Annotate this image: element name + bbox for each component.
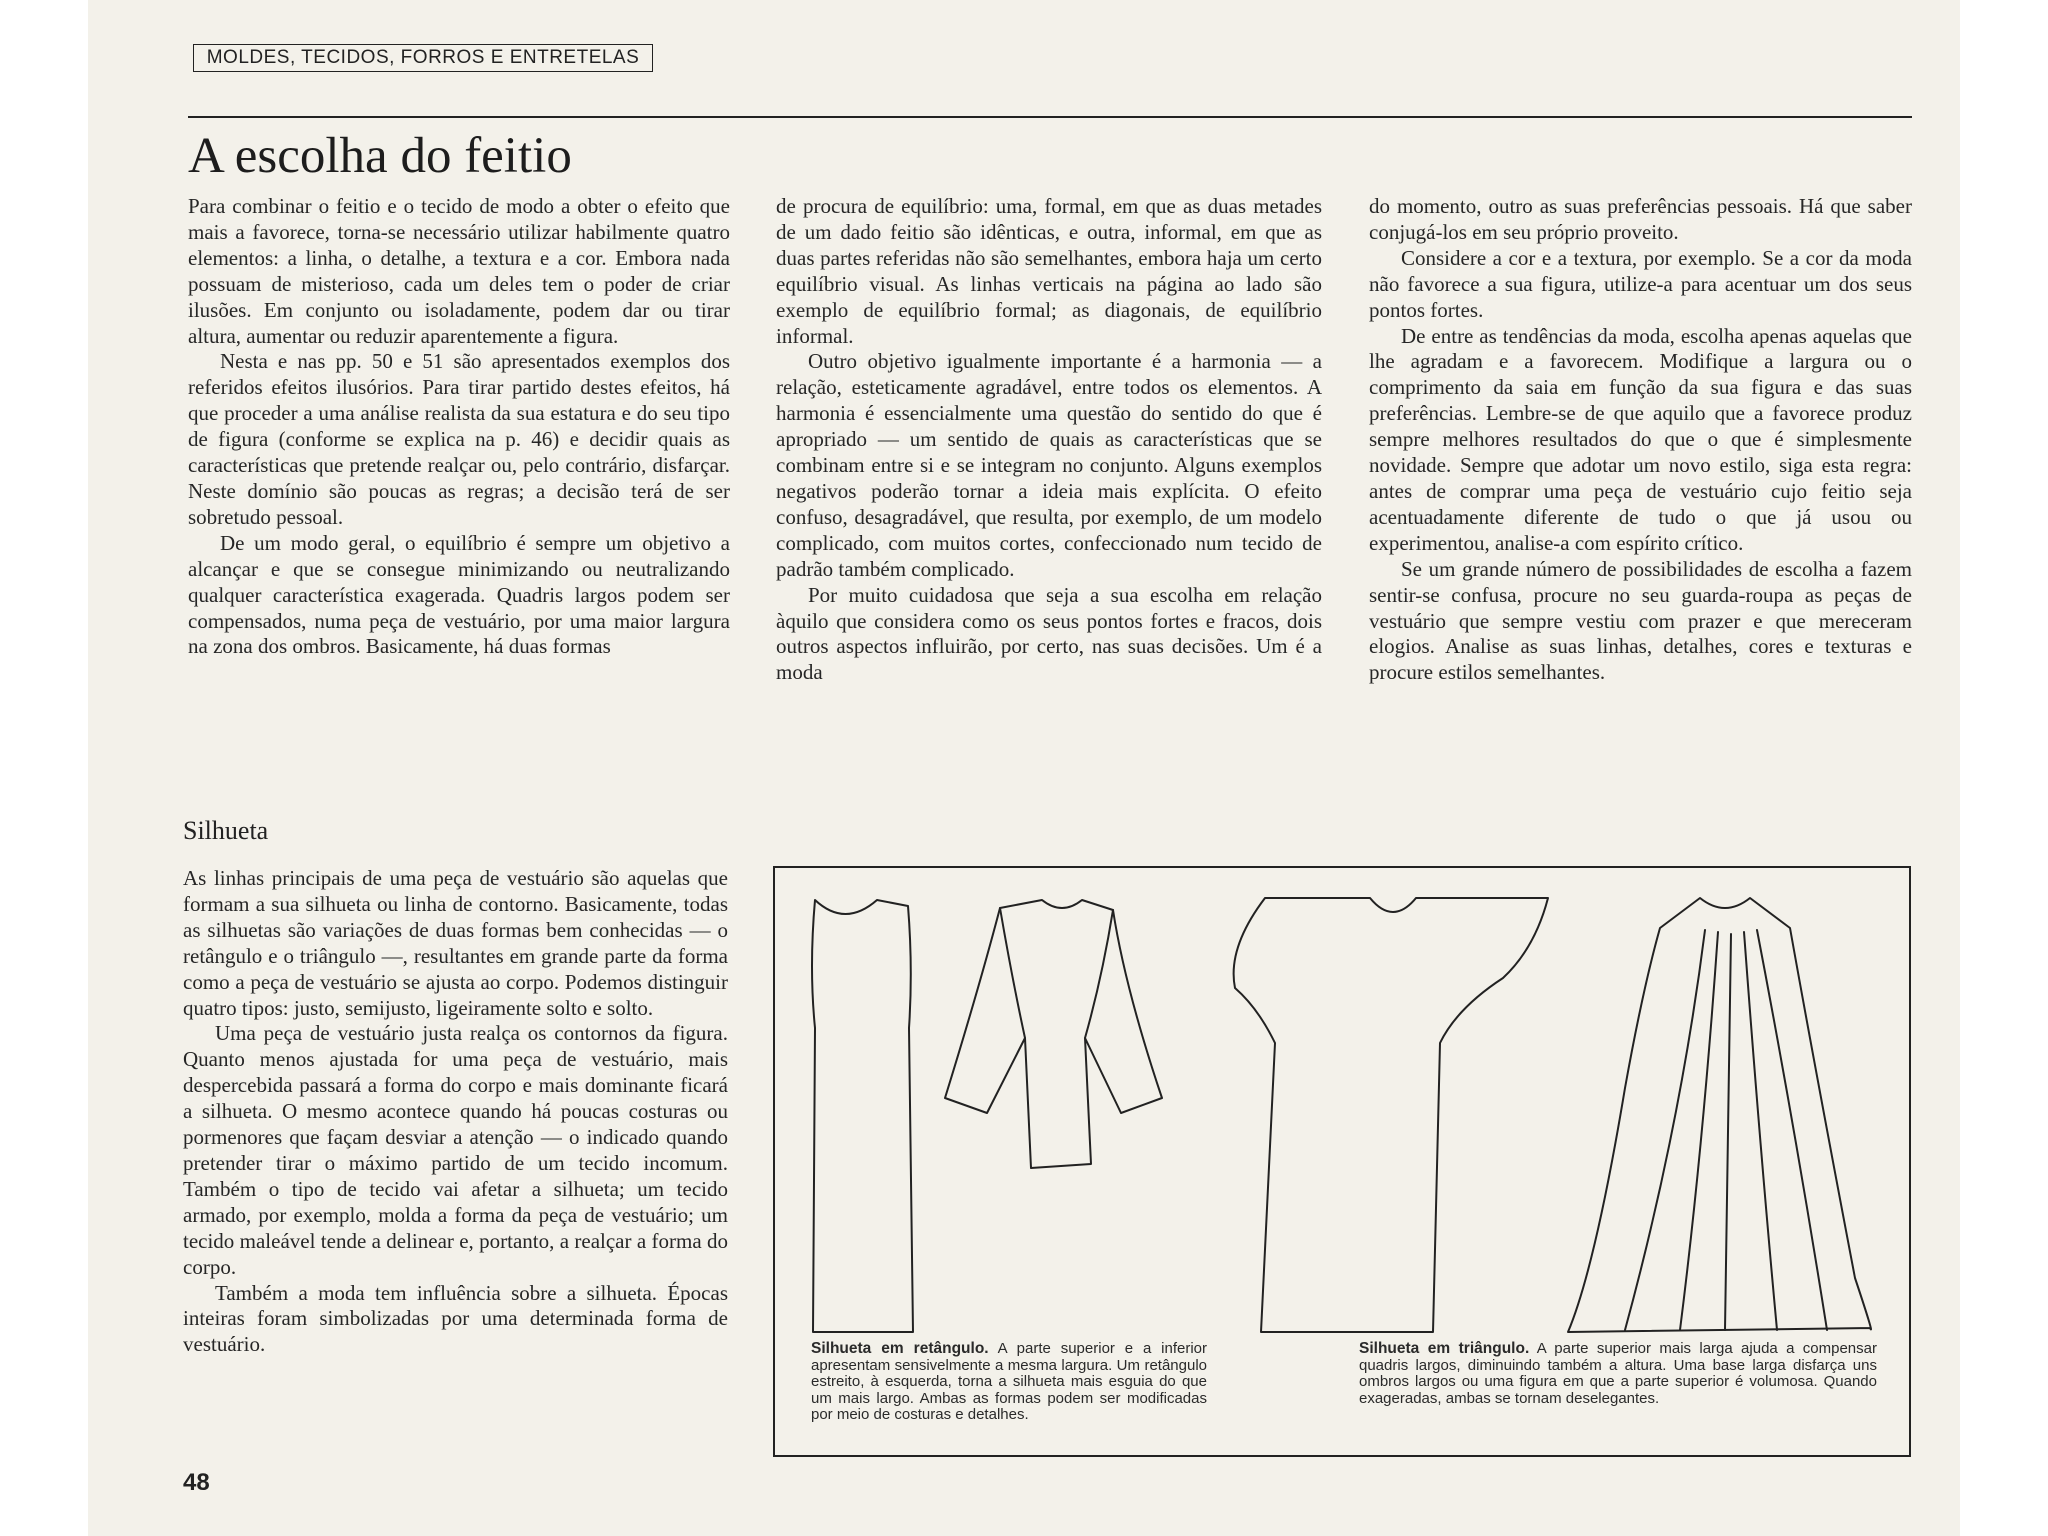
paragraph: As linhas principais de uma peça de vestuário são aquelas que formam a sua silhueta ou linha de contorno. Basicamente, todas as silhuetas são variações de duas formas bem conhecidas — o retângulo e o triângulo —, resultantes em grande parte da forma como a peça de vestuário se ajusta ao corpo. Podemos distinguir quatro tipos: justo, semijusto, ligeiramente solto e solto. [183,866,728,1020]
page-edge [1960,0,2048,1536]
paragraph: Uma peça de vestuário justa realça os contornos da figura. Quanto menos ajustada for uma peça de vestuário, mais despercebida passará a forma do corpo e mais dominante ficará a silhueta. O mesmo acontece quando há poucas costuras ou pormenores que façam desviar a atenção — o indicado quando pretender tirar o máximo partido de um tecido incomum. Também o tipo de tecido vai afetar a silhueta; um tecido armado, por exemplo, molda a forma da peça de vestuário; um tecido maleável tende a delinear e, portanto, a realçar a forma do corpo. [183,1021,728,1279]
paragraph: do momento, outro as suas preferências pessoais. Há que saber conjugá-los em seu próprio proveito. [1369,194,1912,244]
silhueta-column [183,866,728,1358]
caption-triangle-text: A parte superior mais larga ajuda a compensar quadris largos, diminuindo também a altura. Uma base larga disfarça uns ombros largos ou uma figura em que a parte superior é volumosa. Quando exageradas, ambas se tornam deselegantes. [1359,1340,1877,1407]
intro-column-3 [1369,194,1912,686]
dress-fold-line [1625,930,1705,1330]
paragraph: de procura de equilíbrio: uma, formal, em que as duas metades de um dado feitio são idênticas, e outra, informal, em que as duas partes referidas não são semelhantes, embora haja um certo equilíbrio visual. As linhas verticais na página ao lado são exemplo de equilíbrio formal; as diagonais, de equilíbrio informal. [776,194,1322,348]
trapeze-dress-illustration [1568,898,1871,1332]
caption-rectangle-title: Silhueta em retângulo. [811,1340,989,1357]
caption-triangle-title: Silhueta em triângulo. [1359,1340,1530,1357]
dress-fold-line [1680,932,1718,1330]
paragraph: Por muito cuidadosa que seja a sua escolha em relação àquilo que considera como os seus pontos fortes e fracos, dois outros aspectos influirão, por certo, nas suas decisões. Um é a moda [776,582,1322,685]
page-number: 48 [183,1469,210,1496]
dress-fold-line [1757,930,1827,1330]
blouse-armhole-left [1000,908,1025,1038]
paragraph: Para combinar o feitio e o tecido de modo a obter o efeito que mais a favorece, torna-se necessário utilizar habilmente quatro elementos: a linha, o detalhe, a textura e a cor. Embora nada possuam de misterioso, cada um deles tem o poder de criar ilusões. Em conjunto ou isoladamente, podem dar ou tirar altura, aumentar ou reduzir aparentemente a figura. [188,194,730,348]
blouse-armhole-right [1085,910,1113,1038]
paragraph: Nesta e nas pp. 50 e 51 são apresentados exemplos dos referidos efeitos ilusórios. Para tirar partido destes efeitos, há que proceder a uma análise realista da sua estatura e do seu tipo de figura (conforme se explica na p. 46) e decidir quais as características que pretende realçar ou, pelo contrário, disfarçar. Neste domínio são poucas as regras; a decisão terá de ser sobretudo pessoal. [188,349,730,529]
paragraph: Outro objetivo igualmente importante é a harmonia — a relação, esteticamente agradável, entre todos os elementos. A harmonia é essencialmente uma questão do sentido do que é apropriado — um sentido de quais as características que se combinam entre si e se integram no conjunto. Alguns exemplos negativos poderão tornar a ideia mais explícita. O efeito confuso, desagradável, que resulta, por exemplo, de um modelo complicado, com muitos cortes, confeccionado num tecido de padrão também complicado. [776,349,1322,581]
wide-rectangle-dress-illustration [1234,898,1548,1332]
paragraph: Também a moda tem influência sobre a silhueta. Épocas inteiras foram simbolizadas por uma determinada forma de vestuário. [183,1280,728,1357]
dress-fold-line [1725,934,1731,1330]
header-rule [188,116,1912,118]
paragraph: De entre as tendências da moda, escolha apenas aquelas que lhe agradam e a favorecem. Modifique a largura ou o comprimento da saia em função da sua figura e das suas preferências. Lembre-se de que aquilo que a favorece produz sempre melhores resultados do que o que é simplesmente novidade. Sempre que adotar um novo estilo, siga esta regra: antes de comprar uma peça de vestuário cujo feitio seja acentuadamente diferente de tudo o que já usou ou experimentou, analise-a com espírito crítico. [1369,323,1912,555]
intro-column-1 [188,194,730,660]
caption-rectangle-text: A parte superior e a inferior apresentam sensivelmente a mesma largura. Um retângulo estreito, à esquerda, torna a silhueta mais esguia do que um mais largo. Ambas as formas podem ser modificadas por meio de costuras e detalhes. [811,1340,1207,1423]
rectangle-blouse-illustration [945,900,1162,1168]
silhouette-figure [773,866,1911,1457]
running-head: MOLDES, TECIDOS, FORROS E ENTRETELAS [193,44,653,72]
paragraph: Considere a cor e a textura, por exemplo. Se a cor da moda não favorece a sua figura, utilize-a para acentuar um dos seus pontos fortes. [1369,245,1912,322]
caption-triangle [1359,1341,1877,1407]
paragraph: De um modo geral, o equilíbrio é sempre um objetivo a alcançar e que se consegue minimizando ou neutralizando qualquer característica exagerada. Quadris largos podem ser compensados, numa peça de vestuário, por uma maior largura na zona dos ombros. Basicamente, há duas formas [188,530,730,659]
caption-rectangle [811,1341,1207,1424]
rectangle-dress-illustration [812,900,913,1332]
dress-fold-line [1744,932,1777,1330]
paragraph: Se um grande número de possibilidades de escolha a fazem sentir-se confusa, procure no seu guarda-roupa as peças de vestuário que sempre vestiu com prazer e que mereceram elogios. Analise as suas linhas, detalhes, cores e texturas e procure estilos semelhantes. [1369,556,1912,685]
section-heading-silhueta: Silhueta [183,816,269,845]
page-title: A escolha do feitio [188,128,572,184]
intro-column-2 [776,194,1322,686]
